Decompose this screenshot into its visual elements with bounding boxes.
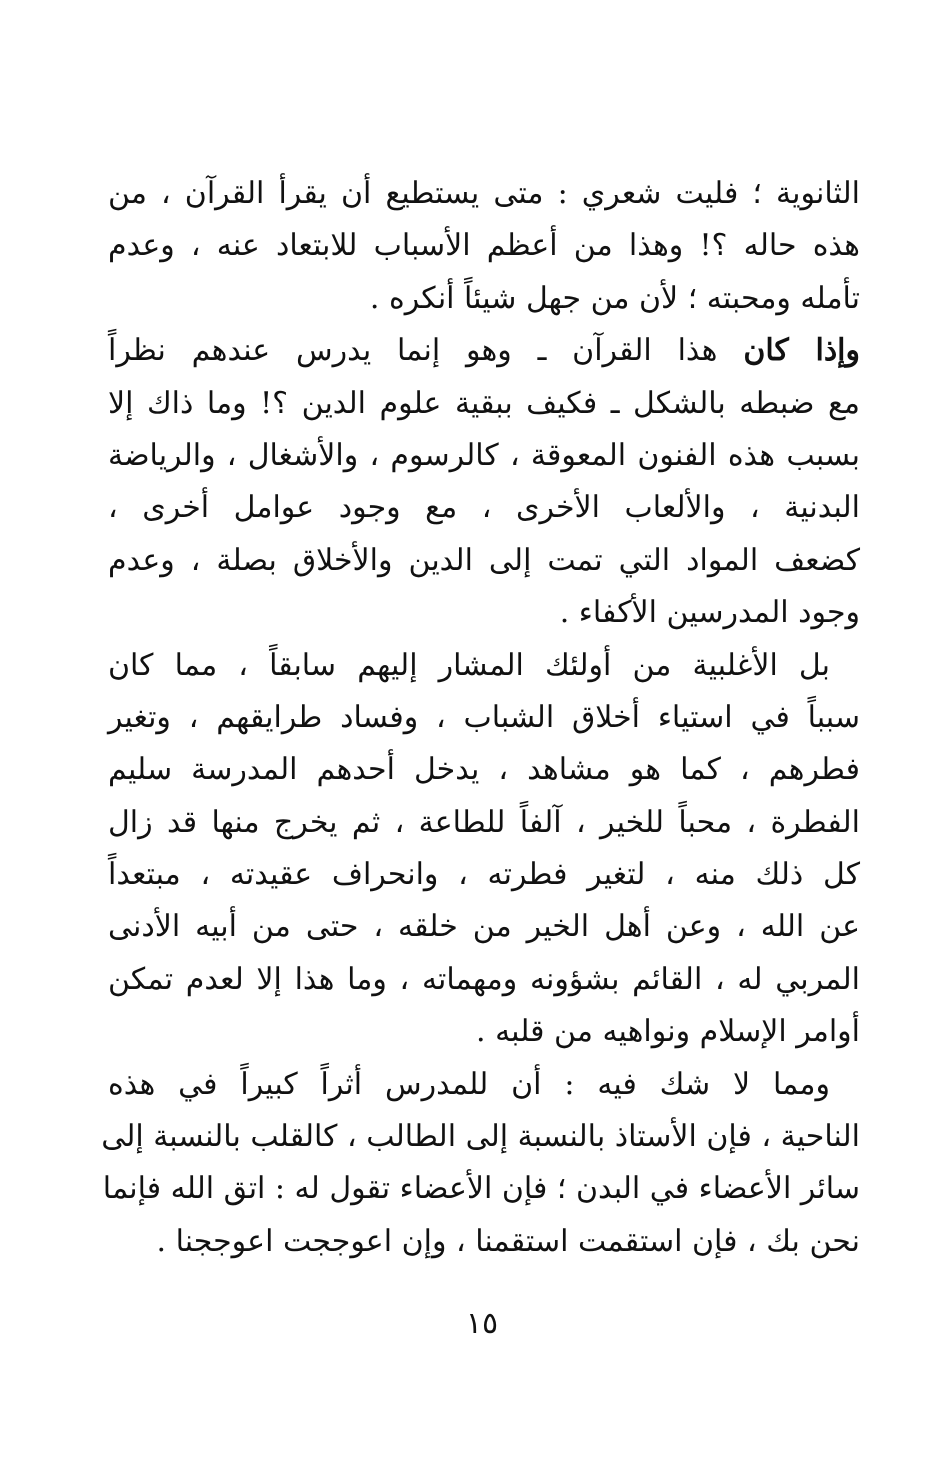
text-line: الناحية ، فإن الأستاذ بالنسبة إلى الطالب ، كالقلب بالنسبة إلى	[101, 1119, 860, 1155]
text-line: وجود المدرسين الأكفاء .	[559, 595, 860, 631]
text-line: سائر الأعضاء في البدن ؛ فإن الأعضاء تقول له : اتق الله فإنما	[102, 1171, 860, 1207]
text-line: الفطرة ، محباً للخير ، آلفاً للطاعة ، ثم يخرج منها قد زال	[108, 804, 860, 840]
text-line: بل الأغلبية من أولئك المشار إليهم سابقاً ، مما كان	[108, 647, 830, 683]
text-line: بسبب هذه الفنون المعوقة ، كالرسوم ، والأشغال ، والرياضة	[108, 437, 860, 473]
text-line: نحن بك ، فإن استقمت استقمنا ، وإن اعوججت اعوججنا .	[156, 1223, 860, 1259]
text-line: عن الله ، وعن أهل الخير من خلقه ، حتى من أبيه الأدنى	[108, 909, 860, 945]
text-line: هذه حاله ؟! وهذا من أعظم الأسباب للابتعاد عنه ، وعدم	[108, 228, 860, 264]
text-line: الثانوية ؛ فليت شعري : متى يستطيع أن يقرأ القرآن ، من	[108, 176, 860, 211]
body-text	[101, 168, 861, 1268]
page-number: ١٥	[465, 1306, 499, 1341]
text-line: مع ضبطه بالشكل ـ فكيف ببقية علوم الدين ؟! وما ذاك إلا	[108, 385, 860, 421]
text-line: سبباً في استياء أخلاق الشباب ، وفساد طرايقهم ، وتغير	[108, 699, 860, 735]
text-line: كل ذلك منه ، لتغير فطرته ، وانحراف عقيدته ، مبتعداً	[108, 857, 860, 893]
bold-paragraph-lead: وإذا كان	[743, 333, 861, 369]
text-line: أوامر الإسلام ونواهيه من قلبه .	[476, 1014, 860, 1050]
text-line: البدنية ، والألعاب الأخرى ، مع وجود عوامل أخرى ،	[108, 490, 860, 526]
text-line: فطرهم ، كما هو مشاهد ، يدخل أحدهم المدرسة سليم	[108, 752, 860, 788]
text-line: كضعف المواد التي تمت إلى الدين والأخلاق بصلة ، وعدم	[108, 542, 860, 578]
text-line-rest: هذا القرآن ـ وهو إنما يدرس عندهم نظراً	[108, 333, 718, 369]
text-line: تأمله ومحبته ؛ لأن من جهل شيئاً أنكره .	[369, 280, 860, 316]
text-line: المربي له ، القائم بشؤونه ومهماته ، وما هذا إلا لعدم تمكن	[108, 961, 860, 997]
text-line	[108, 325, 860, 377]
text-line: ومما لا شك فيه : أن للمدرس أثراً كبيراً في هذه	[108, 1066, 830, 1102]
